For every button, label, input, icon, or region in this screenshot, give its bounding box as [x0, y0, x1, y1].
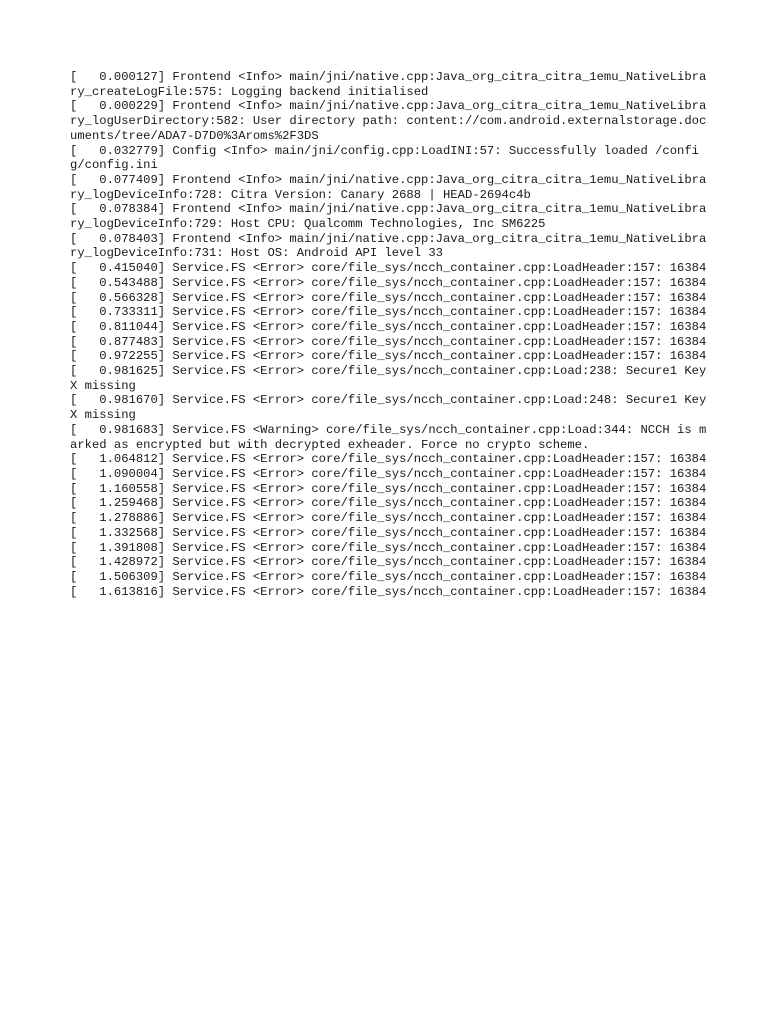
log-entry: [ 0.078403] Frontend <Info> main/jni/native.cpp:Java_org_citra_citra_1emu_NativeLibrary_logDeviceInfo:731: Host OS: Android API level 33: [70, 231, 707, 261]
log-entry: [ 1.278886] Service.FS <Error> core/file_sys/ncch_container.cpp:LoadHeader:157: 16384: [70, 511, 707, 526]
log-entry: [ 0.811044] Service.FS <Error> core/file_sys/ncch_container.cpp:LoadHeader:157: 16384: [70, 319, 707, 334]
log-entry: [ 1.428972] Service.FS <Error> core/file_sys/ncch_container.cpp:LoadHeader:157: 16384: [70, 555, 707, 570]
log-entry: [ 0.981625] Service.FS <Error> core/file_sys/ncch_container.cpp:Load:238: Secure1 KeyX missing: [70, 364, 707, 393]
log-entry: [ 1.064812] Service.FS <Error> core/file_sys/ncch_container.cpp:LoadHeader:157: 16384: [70, 452, 707, 467]
log-entry: [ 1.506309] Service.FS <Error> core/file_sys/ncch_container.cpp:LoadHeader:157: 16384: [70, 569, 707, 584]
log-entry: [ 0.078384] Frontend <Info> main/jni/native.cpp:Java_org_citra_citra_1emu_NativeLibrary_logDeviceInfo:729: Host CPU: Qualcomm Technologies, Inc SM6225: [70, 202, 707, 232]
log-entry: [ 0.877483] Service.FS <Error> core/file_sys/ncch_container.cpp:LoadHeader:157: 16384: [70, 334, 707, 349]
log-entry: [ 0.543488] Service.FS <Error> core/file_sys/ncch_container.cpp:LoadHeader:157: 16384: [70, 275, 707, 290]
log-entry: [ 0.981683] Service.FS <Warning> core/file_sys/ncch_container.cpp:Load:344: NCCH is marked as encrypted but with decrypted exheader. Force no crypto scheme.: [70, 422, 707, 452]
log-entry: [ 0.077409] Frontend <Info> main/jni/native.cpp:Java_org_citra_citra_1emu_NativeLibrary_logDeviceInfo:728: Citra Version: Canary 2688 | HEAD-2694c4b: [70, 172, 707, 202]
log-entry: [ 0.000127] Frontend <Info> main/jni/native.cpp:Java_org_citra_citra_1emu_NativeLibrary_createLogFile:575: Logging backend initialised: [70, 70, 707, 99]
log-entry: [ 0.981670] Service.FS <Error> core/file_sys/ncch_container.cpp:Load:248: Secure1 KeyX missing: [70, 393, 707, 423]
log-entry: [ 1.332568] Service.FS <Error> core/file_sys/ncch_container.cpp:LoadHeader:157: 16384: [70, 525, 707, 540]
log-entry: [ 0.566328] Service.FS <Error> core/file_sys/ncch_container.cpp:LoadHeader:157: 16384: [70, 290, 707, 305]
log-document: [70, 70, 710, 599]
log-entry: [ 0.032779] Config <Info> main/jni/config.cpp:LoadINI:57: Successfully loaded /config/config.ini: [70, 143, 699, 173]
log-entry: [ 1.391808] Service.FS <Error> core/file_sys/ncch_container.cpp:LoadHeader:157: 16384: [70, 540, 707, 555]
log-entry: [ 1.160558] Service.FS <Error> core/file_sys/ncch_container.cpp:LoadHeader:157: 16384: [70, 481, 707, 496]
log-entry: [ 0.415040] Service.FS <Error> core/file_sys/ncch_container.cpp:LoadHeader:157: 16384: [70, 261, 707, 276]
log-entry: [ 1.259468] Service.FS <Error> core/file_sys/ncch_container.cpp:LoadHeader:157: 16384: [70, 496, 707, 511]
log-entry: [ 1.090004] Service.FS <Error> core/file_sys/ncch_container.cpp:LoadHeader:157: 16384: [70, 466, 707, 481]
log-entry: [ 0.972255] Service.FS <Error> core/file_sys/ncch_container.cpp:LoadHeader:157: 16384: [70, 349, 707, 364]
log-entry: [ 1.613816] Service.FS <Error> core/file_sys/ncch_container.cpp:LoadHeader:157: 16384: [70, 584, 707, 599]
log-entry: [ 0.733311] Service.FS <Error> core/file_sys/ncch_container.cpp:LoadHeader:157: 16384: [70, 305, 707, 320]
log-entry: [ 0.000229] Frontend <Info> main/jni/native.cpp:Java_org_citra_citra_1emu_NativeLibrary_logUserDirectory:582: User directory path: content://com.android.externalstorage.documents/tree/ADA7-D7D0%3Aroms%2F3DS: [70, 99, 707, 143]
